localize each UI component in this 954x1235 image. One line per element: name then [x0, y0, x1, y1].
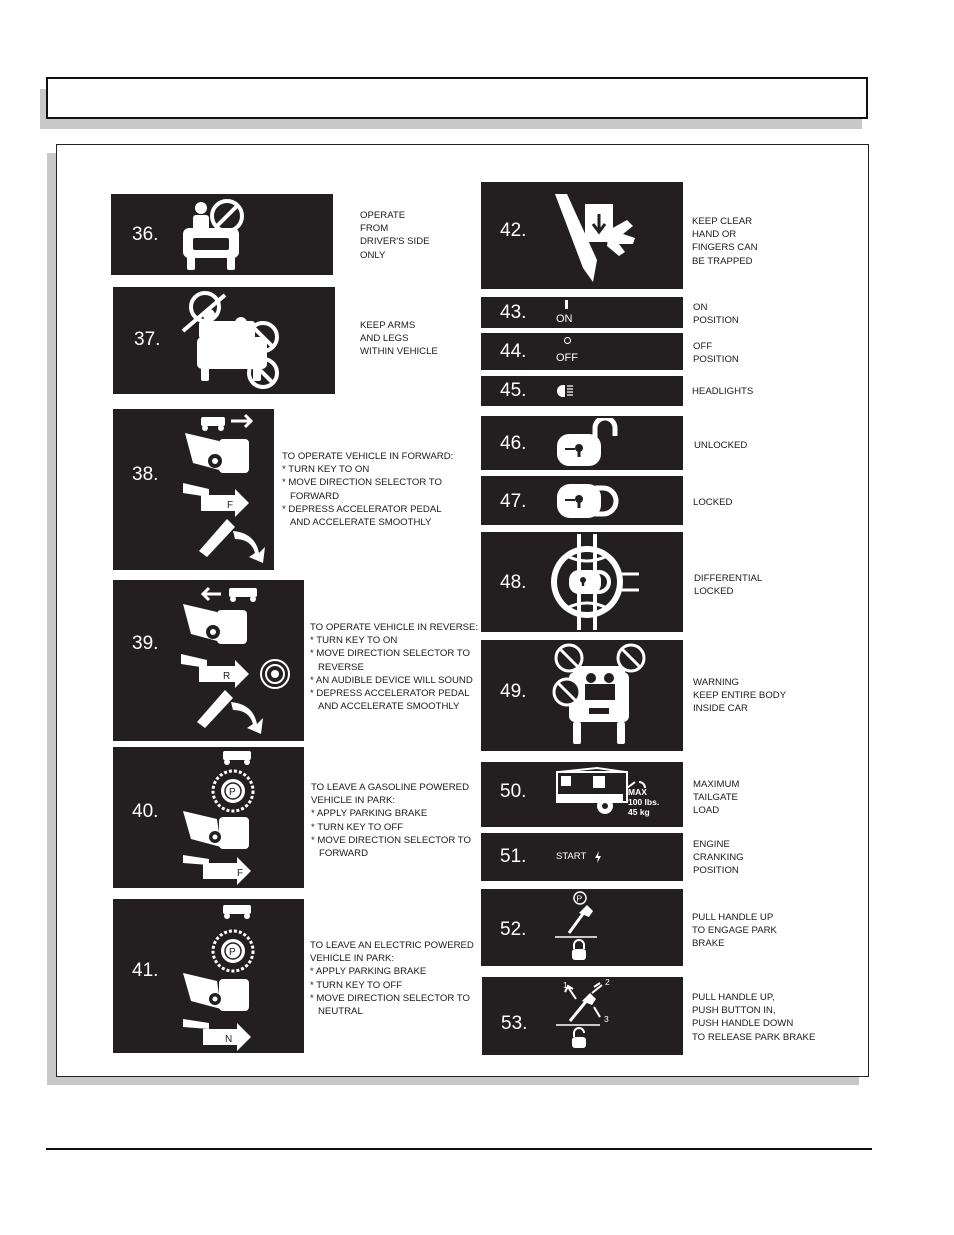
decal-number: 51.: [500, 846, 527, 867]
caption-49: WARNING KEEP ENTIRE BODY INSIDE CAR: [693, 677, 787, 715]
electric-park-icon: [179, 903, 275, 1051]
footer-rule: [46, 1148, 872, 1150]
decal-number: 46.: [500, 433, 527, 454]
decal-number: 49.: [500, 681, 527, 702]
caption-41: TO LEAVE AN ELECTRIC POWERED VEHICLE IN PARK: * APPLY PARKING BRAKE * TURN KEY TO OFF * MOVE DIRECTION SELECTOR TO NEUTRAL: [310, 940, 474, 1018]
step-2-label: 2: [605, 977, 610, 987]
gear-f-label: F: [227, 500, 234, 511]
decal-number: 50.: [500, 781, 527, 802]
caption-45: HEADLIGHTS: [692, 386, 754, 397]
park-brake-engage-icon: [553, 891, 605, 963]
decal-46: [481, 416, 683, 470]
keep-body-inside-icon: [551, 642, 649, 748]
decal-number: 44.: [500, 341, 527, 362]
gear-f-label: F: [237, 868, 244, 879]
forward-operation-icon: [179, 411, 273, 567]
caption-52: PULL HANDLE UP TO ENGAGE PARK BRAKE: [692, 912, 777, 950]
decal-41: [113, 899, 304, 1053]
decal-47: [481, 476, 683, 525]
decal-37: [113, 287, 335, 394]
decal-51: [481, 833, 683, 881]
decal-number: 36.: [132, 224, 159, 245]
pinch-point-hand-icon: [553, 190, 643, 284]
caption-47: LOCKED: [693, 497, 733, 508]
decal-number: 47.: [500, 491, 527, 512]
caption-50: MAXIMUM TAILGATE LOAD: [693, 779, 740, 817]
cart-driver-side-icon: [179, 198, 259, 272]
decal-number: 37.: [134, 329, 161, 350]
park-p-label: P: [229, 947, 236, 958]
off-label: OFF: [556, 352, 578, 364]
decal-number: 43.: [500, 302, 527, 323]
decal-number: 53.: [501, 1013, 528, 1034]
gear-r-label: R: [223, 671, 231, 682]
decal-48: [481, 532, 683, 632]
decal-number: 41.: [132, 960, 159, 981]
headlight-icon: [555, 384, 577, 398]
caption-36: OPERATE FROM DRIVER'S SIDE ONLY: [360, 210, 430, 261]
differential-lock-icon: [547, 534, 643, 630]
max-load-text: MAX 100 lbs. 45 kg: [628, 787, 660, 817]
decal-44: [481, 333, 683, 370]
start-crank-icon: [594, 851, 602, 863]
decal-53: [482, 977, 683, 1055]
caption-40: TO LEAVE A GASOLINE POWERED VEHICLE IN PARK: * APPLY PARKING BRAKE * TURN KEY TO OFF * MOVE DIRECTION SELECTOR TO FORWARD: [311, 782, 471, 860]
caption-44: OFF POSITION: [693, 341, 739, 366]
caption-42: KEEP CLEAR HAND OR FINGERS CAN BE TRAPPED: [692, 216, 758, 267]
decal-number: 40.: [132, 801, 159, 822]
decal-50: [481, 762, 683, 827]
start-label: START: [556, 851, 587, 862]
arms-legs-inside-icon: [177, 289, 287, 393]
caption-53: PULL HANDLE UP, PUSH BUTTON IN, PUSH HANDLE DOWN TO RELEASE PARK BRAKE: [692, 992, 816, 1043]
decal-39: [113, 580, 304, 741]
locked-padlock-icon: [555, 480, 621, 522]
key-off-icon: [564, 337, 571, 344]
park-brake-release-icon: [554, 977, 614, 1053]
decal-number: 48.: [500, 572, 527, 593]
decal-40: [113, 747, 304, 888]
decal-number: 45.: [500, 380, 527, 401]
gear-n-label: N: [225, 1034, 233, 1045]
park-p-label: P: [229, 787, 236, 798]
decal-number: 39.: [132, 633, 159, 654]
unlocked-padlock-icon: [555, 418, 625, 468]
caption-51: ENGINE CRANKING POSITION: [693, 839, 744, 877]
step-3-label: 3: [604, 1014, 609, 1024]
decal-number: 42.: [500, 220, 527, 241]
decal-52: [481, 889, 683, 966]
caption-37: KEEP ARMS AND LEGS WITHIN VEHICLE: [360, 320, 438, 358]
decal-36: [111, 194, 333, 275]
decal-38: [113, 409, 274, 570]
decal-45: [481, 376, 683, 406]
gas-park-icon: [179, 749, 275, 887]
key-on-icon: [565, 300, 568, 309]
header-box: [46, 77, 868, 119]
decal-number: 38.: [132, 464, 159, 485]
caption-48: DIFFERENTIAL LOCKED: [694, 573, 763, 598]
caption-43: ON POSITION: [693, 302, 739, 327]
caption-46: UNLOCKED: [694, 440, 748, 451]
reverse-operation-icon: [177, 582, 301, 738]
step-1-label: 1: [563, 980, 568, 990]
park-p-label: P: [576, 893, 583, 904]
decal-number: 52.: [500, 919, 527, 940]
decal-49: [481, 640, 683, 751]
decal-43: [481, 297, 683, 328]
decal-42: [481, 182, 683, 289]
caption-38: TO OPERATE VEHICLE IN FORWARD: * TURN KEY TO ON * MOVE DIRECTION SELECTOR TO FORWARD * DEPRESS ACCELERATOR PEDAL AND ACCELERATE SMOOTHLY: [282, 451, 454, 529]
on-label: ON: [556, 313, 573, 325]
caption-39: TO OPERATE VEHICLE IN REVERSE: * TURN KEY TO ON * MOVE DIRECTION SELECTOR TO REVERSE * AN AUDIBLE DEVICE WILL SOUND * DEPRESS ACCELERATOR PEDAL AND ACCELERATE SMOOTHLY: [310, 622, 479, 713]
